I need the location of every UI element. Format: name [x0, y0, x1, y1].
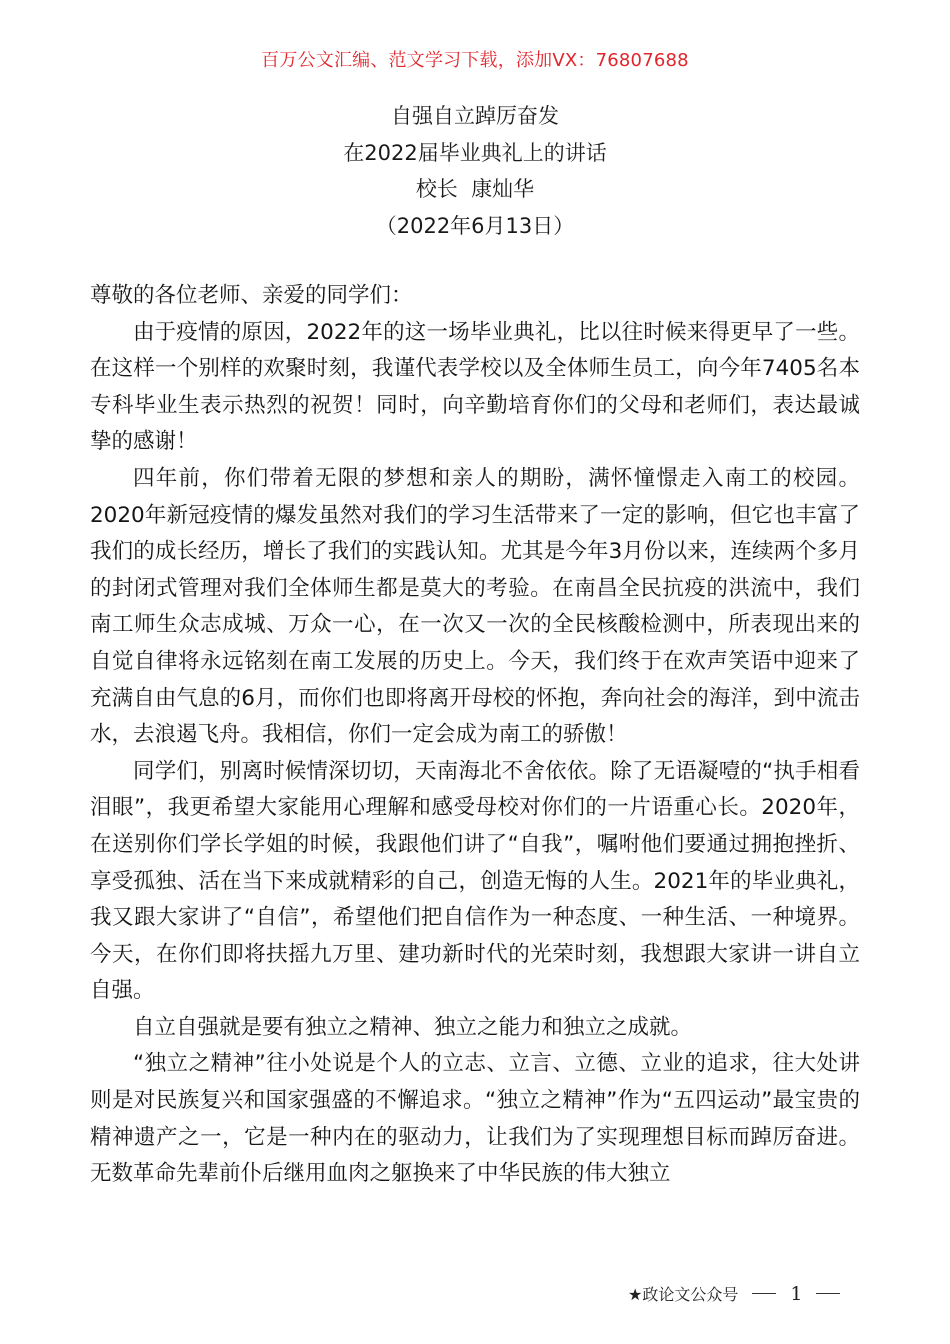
title-block	[0, 98, 950, 244]
paragraph-4: 自立自强就是要有独立之精神、独立之能力和独立之成就。	[133, 1014, 693, 1040]
paragraph-3: 同学们，别离时候情深切切，天南海北不舍依依。除了无语凝噎的“执手相看泪眼”，我更希望大家能用心理解和感受母校对你们的一片语重心长。2020年，在送别你们学长学姐的时候，我跟他们讲了“自我”，嘱咐他们要通过拥抱挫折、享受孤独、活在当下来成就精彩的自己，创造无悔的人生。2021年的毕业典礼，我又跟大家讲了“自信”，希望他们把自信作为一种态度、一种生活、一种境界。今天，在你们即将扶摇九万里、建功新时代的光荣时刻，我想跟大家讲一讲自立自强。	[90, 758, 860, 1004]
paragraph-5: “独立之精神”往小处说是个人的立志、立言、立德、立业的追求，往大处讲则是对民族复兴和国家强盛的不懈追求。“独立之精神”作为“五四运动”最宝贵的精神遗产之一，它是一种内在的驱动力，让我们为了实现理想目标而踔厉奋进。无数革命先辈前仆后继用血肉之躯换来了中华民族的伟大独立	[90, 1051, 860, 1187]
salutation: 尊敬的各位老师、亲爱的同学们：	[90, 283, 413, 308]
footer-source: ★政论文公众号	[628, 1285, 739, 1304]
footer-dash-right	[816, 1293, 840, 1294]
footer-dash-left	[752, 1293, 776, 1294]
speaker-line: 校长 康灿华	[415, 177, 535, 201]
page-number: 1	[790, 1282, 803, 1305]
document-subtitle: 在2022届毕业典礼上的讲话	[343, 140, 607, 165]
document-title: 自强自立踔厉奋发	[391, 104, 559, 128]
paragraph-1: 由于疫情的原因，2022年的这一场毕业典礼，比以往时候来得更早了一些。在这样一个别样的欢聚时刻，我谨代表学校以及全体师生员工，向今年7405名本专科毕业生表示热烈的祝贺！同时，向辛勤培育你们的父母和老师们，表达最诚挚的感谢！	[90, 319, 860, 455]
page-footer	[628, 1282, 840, 1305]
watermark-banner: 百万公文汇编、范文学习下载，添加VX：76807688	[261, 50, 689, 71]
speech-date: （2022年6月13日）	[375, 213, 575, 238]
paragraph-2: 四年前，你们带着无限的梦想和亲人的期盼，满怀憧憬走入南工的校园。2020年新冠疫情的爆发虽然对我们的学习生活带来了一定的影响，但它也丰富了我们的成长经历，增长了我们的实践认知。尤其是今年3月份以来，连续两个多月的封闭式管理对我们全体师生都是莫大的考验。在南昌全民抗疫的洪流中，我们南工师生众志成城、万众一心，在一次又一次的全民核酸检测中，所表现出来的自觉自律将永远铭刻在南工发展的历史上。今天，我们终于在欢声笑语中迎来了充满自由气息的6月，而你们也即将离开母校的怀抱，奔向社会的海洋，到中流击水，去浪遏飞舟。我相信，你们一定会成为南工的骄傲！	[90, 465, 860, 748]
document-body	[90, 278, 860, 1193]
